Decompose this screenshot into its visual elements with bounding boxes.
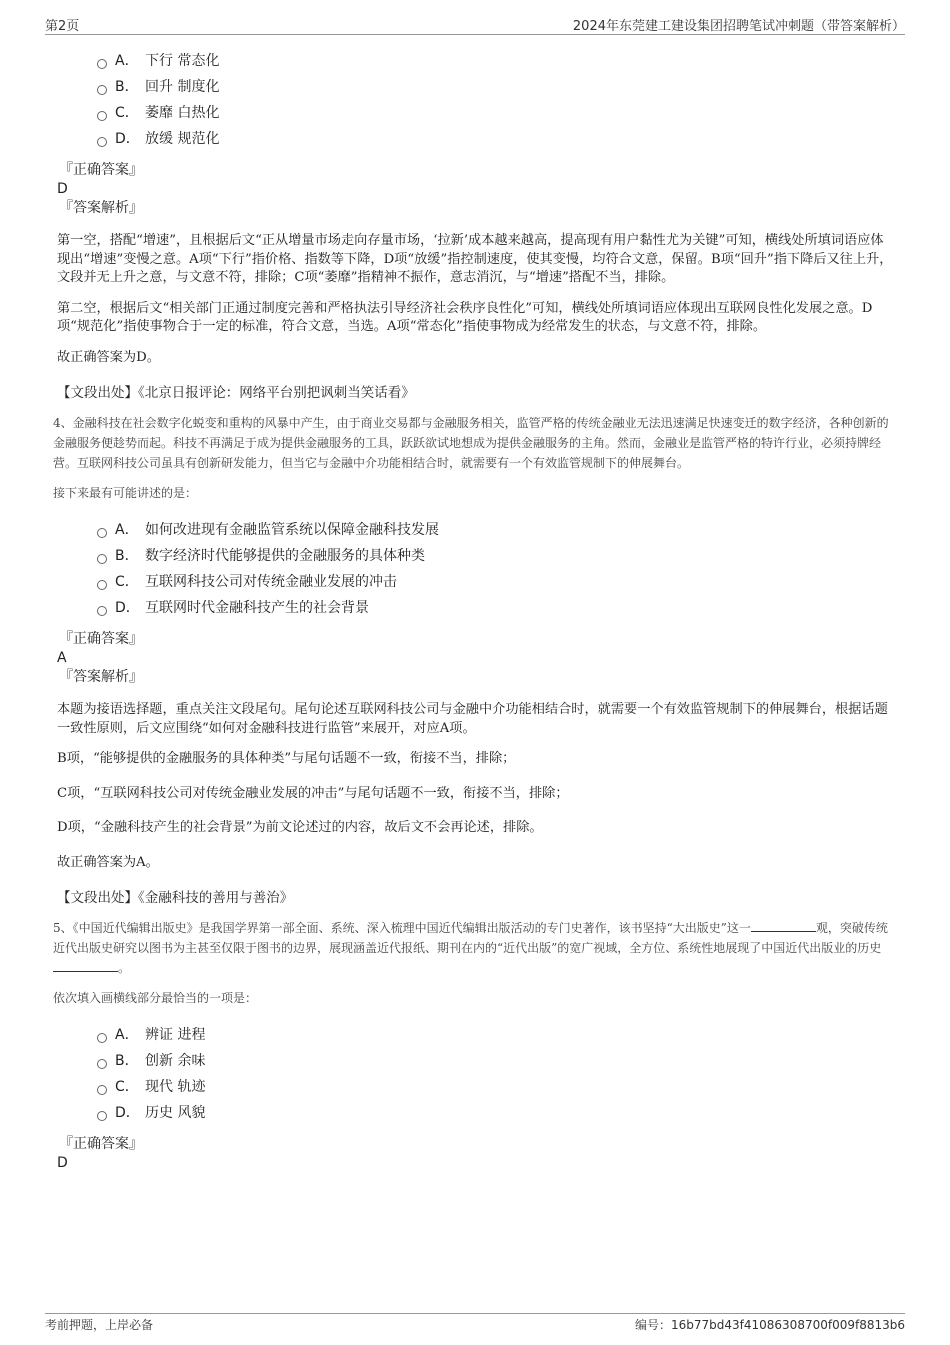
option-text: 下行 常态化: [145, 53, 220, 69]
question-stem: 5、《中国近代编辑出版史》是我国学界第一部全面、系统、深入梳理中国近代编辑出版活动的专门史著作，该书坚持“大出版史”这一 观，突破传统近代出版史研究以图书为主甚至仅限于图书的边界，展现涵盖近代报纸、期刊在内的“近代出版”的宽广视域，全方位、系统性地展现了中国近代出版业的历史。: [53, 921, 888, 975]
question-prompt: 依次填入画横线部分最恰当的一项是：: [53, 991, 258, 1005]
option-text: 创新 余味: [145, 1053, 206, 1069]
analysis-paragraph: C项，“互联网科技公司对传统金融业发展的冲击”与尾句话题不一致，衔接不当，排除；: [57, 785, 569, 801]
analysis-paragraph: D项，“金融科技产生的社会背景”为前文论述过的内容，故后文不会再论述，排除。: [57, 820, 543, 835]
option-text: 数字经济时代能够提供的金融服务的具体种类: [145, 548, 425, 564]
radio-icon[interactable]: [97, 1111, 107, 1121]
option-text: 萎靡 白热化: [145, 105, 220, 121]
option-b[interactable]: B． 数字经济时代能够提供的金融服务的具体种类: [55, 543, 895, 569]
option-b[interactable]: B． 回升 制度化: [55, 74, 895, 100]
fill-blank: [751, 919, 816, 932]
option-text: 现代 轨迹: [145, 1079, 206, 1095]
page-footer: [45, 1313, 905, 1338]
radio-icon[interactable]: [97, 528, 107, 538]
option-c[interactable]: C． 互联网科技公司对传统金融业发展的冲击: [55, 569, 895, 595]
question-prompt: 接下来最有可能讲述的是：: [53, 486, 198, 500]
option-d[interactable]: D． 放缓 规范化: [55, 126, 895, 152]
option-d[interactable]: D． 互联网时代金融科技产生的社会背景: [55, 595, 895, 621]
correct-answer: D: [57, 1155, 68, 1171]
answer-label: 『正确答案』: [59, 162, 143, 178]
option-text: 互联网时代金融科技产生的社会背景: [145, 600, 369, 616]
page-number: 第2页: [45, 19, 80, 34]
radio-icon[interactable]: [97, 580, 107, 590]
option-text: 互联网科技公司对传统金融业发展的冲击: [145, 574, 397, 590]
option-c[interactable]: C． 现代 轨迹: [55, 1074, 895, 1100]
analysis-label: 『答案解析』: [59, 200, 143, 216]
analysis-paragraph: 本题为接语选择题，重点关注文段尾句。尾句论述互联网科技公司与金融中介功能相结合时，就需要一个有效监管规制下的伸展舞台，根据话题一致性原则，后文应围绕“如何对金融科技进行监管”来展开，对应A项。: [57, 702, 888, 736]
analysis-paragraph: 第二空，根据后文“相关部门正通过制度完善和严格执法引导经济社会秩序良性化”可知，横线处所填词语应体现出互联网良性化发展之意。D项“规范化”指使事物合于一定的标准，符合文意，当选。A项“常态化”指使事物成为经常发生的状态，与文意不符，排除。: [57, 300, 873, 334]
option-text: 放缓 规范化: [145, 131, 220, 147]
radio-icon[interactable]: [97, 606, 107, 616]
option-a[interactable]: A． 下行 常态化: [55, 48, 895, 74]
option-text: 辨证 进程: [145, 1027, 206, 1043]
correct-answer: D: [57, 181, 68, 197]
option-a[interactable]: A． 如何改进现有金融监管系统以保障金融科技发展: [55, 517, 895, 543]
analysis-label: 『答案解析』: [59, 669, 143, 685]
radio-icon[interactable]: [97, 59, 107, 69]
correct-answer: A: [57, 650, 67, 666]
analysis-paragraph: 故正确答案为D。: [57, 349, 160, 365]
answer-label: 『正确答案』: [59, 1136, 143, 1152]
document-id: 编号：16b77bd43f41086308700f009f8813b6: [634, 1318, 905, 1332]
answer-label: 『正确答案』: [59, 631, 143, 647]
option-text: 回升 制度化: [145, 79, 220, 95]
option-text: 如何改进现有金融监管系统以保障金融科技发展: [145, 522, 439, 538]
radio-icon[interactable]: [97, 1033, 107, 1043]
option-b[interactable]: B． 创新 余味: [55, 1048, 895, 1074]
radio-icon[interactable]: [97, 111, 107, 121]
analysis-paragraph: 第一空，搭配“增速”，且根据后文“正从增量市场走向存量市场，‘拉新’成本越来越高，提高现有用户黏性尤为关键”可知，横线处所填词语应体现出“增速”变慢之意。A项“下行”指价格、指数等下降，D项“放缓”指控制速度，使其变慢，均符合文意，保留。B项“回升”指下降后又往上升，文段并无上升之意，与文意不符，排除；C项“萎靡”指精神不振作，意志消沉，与“增速”搭配不当，排除。: [57, 233, 893, 285]
document-title: 2024年东莞建工建设集团招聘笔试冲刺题（带答案解析）: [572, 19, 905, 34]
radio-icon[interactable]: [97, 1059, 107, 1069]
fill-blank: [53, 959, 118, 972]
radio-icon[interactable]: [97, 137, 107, 147]
option-a[interactable]: A． 辨证 进程: [55, 1022, 895, 1048]
question-stem: 4、金融科技在社会数字化蜕变和重构的风暴中产生，由于商业交易都与金融服务相关，监管严格的传统金融业无法迅速满足快速变迁的数字经济，各种创新的金融服务便趁势而起。科技不再满足于成为提供金融服务的工具，跃跃欲试地想成为提供金融服务的主角。然而，金融业是监管严格的特许行业，必须持牌经营。互联网科技公司虽具有创新研发能力，但当它与金融中介功能相结合时，就需要有一个有效监管规制下的伸展舞台。: [53, 416, 889, 470]
source-citation: 【文段出处】《北京日报评论：网络平台别把讽刺当笑话看》: [57, 385, 415, 401]
footer-slogan: 考前押题，上岸必备: [45, 1318, 154, 1332]
option-d[interactable]: D． 历史 风貌: [55, 1100, 895, 1126]
source-citation: 【文段出处】《金融科技的善用与善治》: [57, 890, 294, 906]
page-header: [45, 12, 905, 35]
analysis-paragraph: 故正确答案为A。: [57, 854, 159, 870]
page-content: [55, 40, 895, 1172]
radio-icon[interactable]: [97, 554, 107, 564]
option-c[interactable]: C． 萎靡 白热化: [55, 100, 895, 126]
radio-icon[interactable]: [97, 1085, 107, 1095]
analysis-paragraph: B项，“能够提供的金融服务的具体种类”与尾句话题不一致，衔接不当，排除；: [57, 751, 516, 766]
option-text: 历史 风貌: [145, 1105, 206, 1121]
radio-icon[interactable]: [97, 85, 107, 95]
